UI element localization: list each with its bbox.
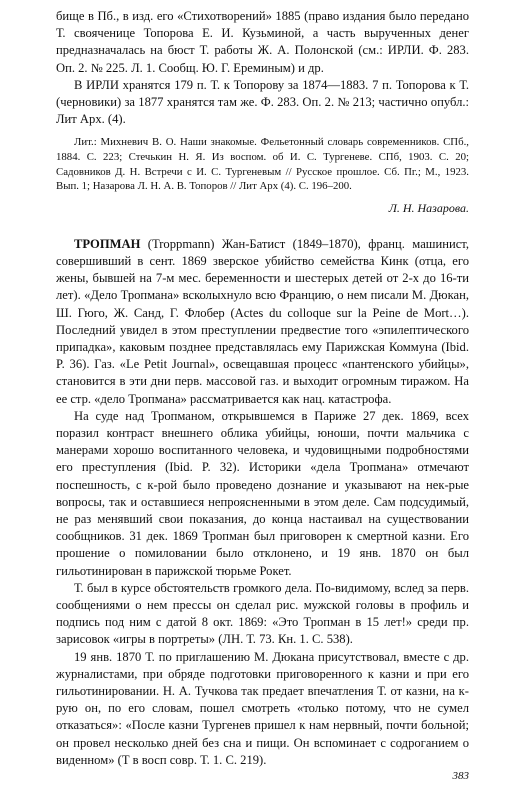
author-signature: Л. Н. Назарова. (388, 200, 469, 215)
literature-paragraph: Лит.: Михневич В. О. Наши знакомые. Фельетонный словарь современников. СПб., 1884. С. 223; Стечькин Н. Я. Из воспом. об И. С. Тургеневе. СПб, 1903. С. 20; Садовников Д. Н. Встречи с И. С. Тургеневым // Русское прошлое. Сб. Пг.; М., 1923. Вып. 1; Назарова Л. Н. А. В. Топоров // Лит Арх (4). С. 196–200. (56, 136, 469, 193)
entry-paragraph-1-text: (Troppmann) Жан-Батист (1849–1870), франц. машинист, совершивший в сент. 1869 зверское убийство семейства Кинк (отца, его жены, бывшей на 7-м мес. беременности и шестерых детей от 2-х до 16-ти лет). «Дело Тропмана» всколыхнуло всю Францию, о нем писали М. Дюкан, Ш. Гюго, Ж. Санд, Г. Флобер (Actes du colloque sur la Peine de Mort…). Последний увидел в этом преступлении предвестие того «эпилептического припадка», каковым позднее представлялась ему Парижская Коммуна (Ibid. P. 36). Газ. «Le Petit Journal», освещавшая процесс «пантенского убийцы», становится в эти дни перв. массовой газ. и выходит огромным тиражом. На ее стр. «дело Тропмана» рассматривается как нац. катастрофа. (56, 236, 469, 406)
archive-paragraph: В ИРЛИ хранятся 179 п. Т. к Топорову за 1874—1883. 7 п. Топорова к Т. (черновики) за 1877 хранятся там же. Ф. 283. Оп. 2. № 213; частично опубл.: Лит Арх. (4). (56, 77, 469, 127)
entry-paragraph-2: На суде над Тропманом, открывшемся в Париже 27 дек. 1869, всех поразил контраст внешнего облика убийцы, юноши, почти мальчика с манерами хорошо воспитанного человека, и чудовищными подробностями его преступления (Ibid. P. 32). Историки «дела Тропмана» отмечают поспешность, с к-рой было проведено дознание и указывают на нек-рые вопросы, так и оставшиеся непроясненными в этом деле. Сам подсудимый, не раз менявший свои показания, до конца настаивал на существовании сообщников. 31 дек. 1869 Тропман был приговорен к смертной казни. Его прошение о помиловании было отклонено, и 19 янв. 1870 он был гильотинирован в парижской тюрьме Рокет. (56, 408, 469, 578)
book-page (56, 8, 469, 783)
entry-separator (56, 216, 469, 236)
entry-paragraph-3: Т. был в курсе обстоятельств громкого дела. По-видимому, вслед за перв. сообщениями о нем прессы он сделал рис. мужской головы в профиль и подпись под ним с датой 8 окт. 1869: «Это Тропман в 15 лет!» среди пр. зарисовок «игры в портреты» (ЛН. Т. 73. Кн. 1. С. 538). (56, 580, 469, 647)
entry-paragraph-1 (56, 236, 469, 408)
page-number: 383 (452, 770, 469, 782)
top-paragraph: бище в Пб., в изд. его «Стихотворений» 1885 (право издания было передано Т. свояченице Топорова Е. И. Кузьминой, а часть вырученных денег предназначалась на бюст Т. работы Ж. А. Полонской (см.: ИРЛИ. Ф. 283. Оп. 2. № 225. Л. 1. Сообщ. Ю. Г. Ереминым) и др. (56, 9, 469, 75)
entry-headword: ТРОПМАН (74, 236, 141, 251)
entry-paragraph-4: 19 янв. 1870 Т. по приглашению М. Дюкана присутствовал, вместе с др. журналистами, при обряде подготовки приговоренного к казни и при его гильотинировании. Н. А. Тучкова так предает впечатления Т. от казни, на к-рую он, по его словам, пошел смотреть «только потому, что не сумел отказаться»: «После казни Тургенев пришел к нам нервный, почти больной; он провел несколько дней без сна и пищи. Он вспоминает с содроганием о виденном» (Т в восп совр. Т. 1. С. 219). (56, 649, 469, 767)
